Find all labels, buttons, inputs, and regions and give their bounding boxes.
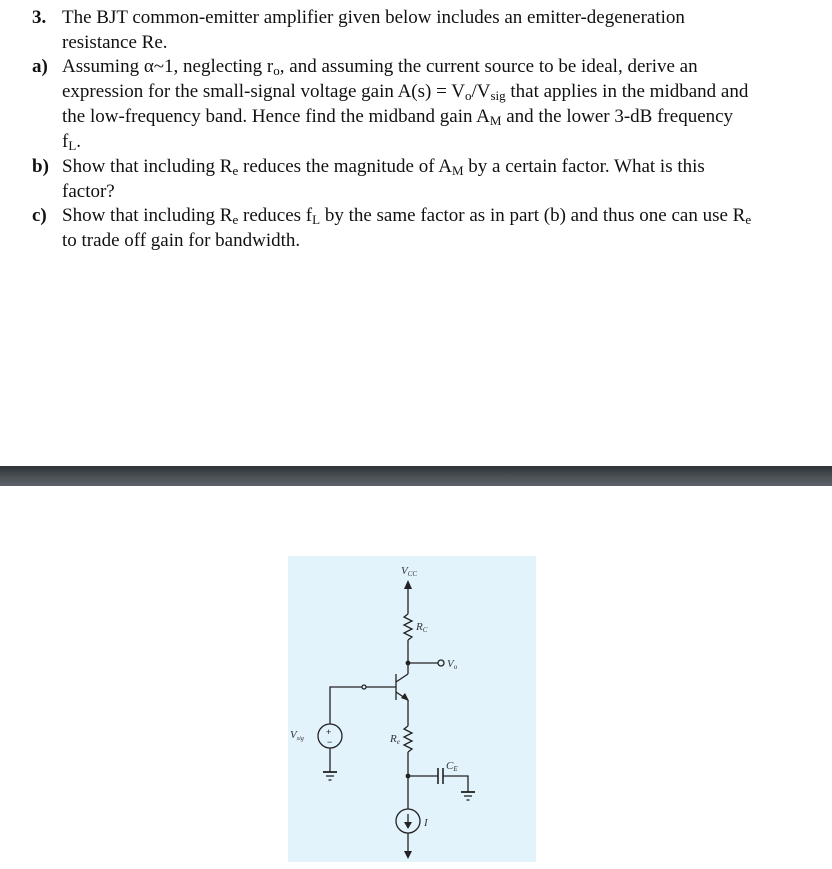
problem-intro-line2: resistance Re. (62, 32, 168, 53)
base-to-source-wire (330, 687, 362, 724)
rc-resistor (404, 614, 412, 640)
part-c-label: c) (32, 205, 47, 226)
part-b-line1: Show that including $R_e$ reduces the magnitude of $A_M$ by a certain factor. What is this (62, 156, 705, 178)
rc-label: RC (416, 621, 428, 634)
part-a-line3: the low-frequency band. Hence find the midband gain $A_M$ and the lower 3-dB frequency (62, 106, 734, 128)
part-b-label: b) (32, 156, 49, 177)
vsig-label: Vsig (290, 729, 304, 742)
current-label: I (424, 817, 428, 829)
part-a-line2: expression for the small-signal voltage gain $A(s) = V_o/V_{sig}$ that applies in the midband and (62, 81, 749, 103)
vcc-label: VCC (401, 565, 418, 578)
vsig-plus: + (326, 727, 332, 737)
emitter-ce-node (406, 774, 411, 779)
circuit-figure (288, 556, 536, 862)
vsig-minus: − (327, 737, 333, 747)
problem-number: 3. (32, 7, 47, 28)
ce-ground-wire (443, 776, 468, 792)
vo-terminal (438, 660, 444, 666)
problem-intro-line1: The BJT common-emitter amplifier given below includes an emitter-degeneration (62, 7, 685, 28)
part-a-label: a) (32, 56, 48, 77)
part-c-line1: Show that including $R_e$ reduces $f_L$ by the same factor as in part (b) and thus one can use $R_e$ (62, 205, 752, 227)
bottom-arrow (404, 851, 412, 859)
base-node (362, 685, 366, 689)
emitter-arrowhead (401, 693, 409, 701)
vcc-arrow (404, 580, 412, 589)
bjt-collector-lead (396, 674, 408, 682)
circuit-diagram (288, 556, 536, 862)
part-b-line2: factor? (62, 181, 115, 202)
part-a-line4: $f_L$. (62, 131, 82, 153)
vo-label: Vo (447, 658, 458, 671)
part-c-line2: to trade off gain for bandwidth. (62, 230, 301, 251)
part-a-line1: Assuming α~1, neglecting $r_o$, and assuming the current source to be ideal, derive an (62, 56, 698, 78)
re-label: Re (390, 733, 400, 746)
ce-label: CE (446, 760, 458, 773)
re-resistor (404, 726, 412, 752)
section-divider (0, 466, 832, 486)
collector-node (406, 661, 411, 666)
